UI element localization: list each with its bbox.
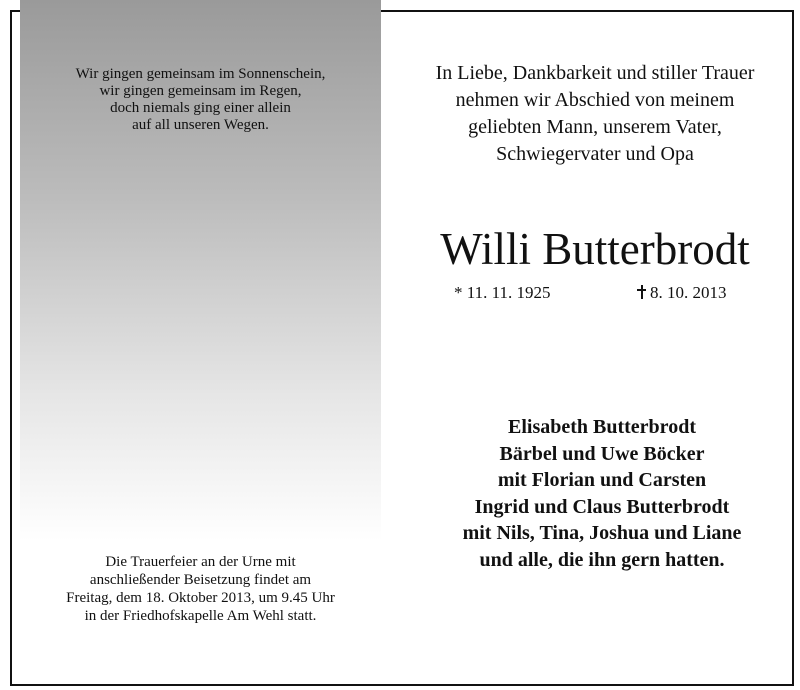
funeral-notice [20,553,381,625]
birth-date: * 11. 11. 1925 [454,283,551,302]
mourner-line: mit Florian und Carsten [497,469,707,491]
cross-icon [637,285,646,299]
mourner-line: mit Nils, Tina, Joshua und Liane [462,522,742,544]
intro-line: geliebten Mann, unserem Vater, [468,116,722,138]
intro-line: Schwiegervater und Opa [496,143,694,165]
funeral-line: Die Trauerfeier an der Urne mit [105,554,296,570]
mourner-line: Ingrid und Claus Butterbrodt [474,495,730,518]
poem-line: auf all unseren Wegen. [132,117,269,133]
intro-line: In Liebe, Dankbarkeit und stiller Trauer [435,62,755,84]
mourner-line: Bärbel und Uwe Böcker [499,442,705,465]
intro-text [400,60,790,168]
poem-line: Wir gingen gemeinsam im Sonnenschein, [75,66,326,82]
funeral-line: in der Friedhofskapelle Am Wehl statt. [84,608,317,624]
poem [20,66,381,134]
funeral-line: anschließender Beisetzung findet am [89,572,312,588]
mourners-list [410,414,794,573]
intro-line: nehmen wir Abschied von meinem [455,89,735,111]
mourner-line: und alle, die ihn gern hatten. [479,548,725,571]
deceased-name: Willi Butterbrodt [440,224,750,274]
poem-line: wir gingen gemeinsam im Regen, [99,83,302,99]
funeral-line: Freitag, dem 18. Oktober 2013, um 9.45 Uhr [66,590,335,606]
mourner-line: Elisabeth Butterbrodt [508,416,696,438]
death-date: 8. 10. 2013 [650,283,727,302]
poem-line: doch niemals ging einer allein [110,100,291,116]
death-date-row [637,282,727,304]
